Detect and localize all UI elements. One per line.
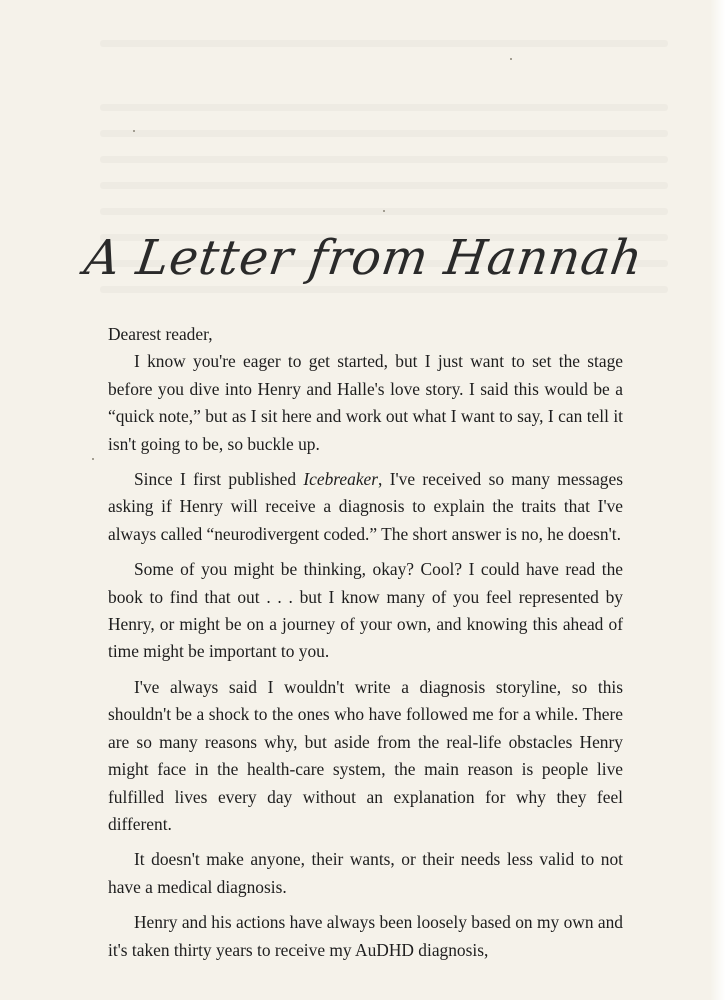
bleed-through-line: [100, 40, 668, 47]
page-edge: [710, 0, 728, 1000]
paper-speck: [510, 58, 512, 60]
letter-body: [108, 321, 623, 964]
paragraph-5: It doesn't make anyone, their wants, or their needs less valid to not have a medical diagnosis.: [108, 849, 623, 897]
paragraph-6: Henry and his actions have always been loosely based on my own and it's taken thirty years to receive my AuDHD diagnosis,: [108, 912, 623, 960]
paragraph-2-rest: , I've received so many messages asking if Henry will receive a diagnosis to explain the traits that I've always called “neurodivergent coded.” The short answer is no, he doesn't.: [108, 469, 623, 544]
chapter-title-block: [0, 208, 728, 308]
paragraph-4: I've always said I wouldn't write a diagnosis storyline, so this shouldn't be a shock to the ones who have followed me for a while. There are so many reasons why, but aside from the real-life obstacles Henry might face in the health-care system, the main reason is people live fulfilled lives every day without an explanation for why they feel different.: [108, 676, 623, 834]
chapter-title: A Letter from Hannah: [81, 230, 647, 286]
salutation: Dearest reader,: [108, 324, 213, 344]
bleed-through-line: [100, 130, 668, 137]
paragraph-1: I know you're eager to get started, but I just want to set the stage before you dive into Henry and Halle's love story. I said this would be a “quick note,” but as I sit here and work out what I want to say, I can tell it isn't going to be, so buckle up.: [108, 351, 623, 454]
paragraph-2: [108, 466, 623, 548]
bleed-through-line: [100, 104, 668, 111]
paper-speck: [133, 130, 135, 132]
book-title-icebreaker: Icebreaker: [303, 469, 379, 490]
paper-speck: [92, 458, 94, 460]
paragraph-2-start: Since I first published: [134, 469, 304, 490]
paragraph-3: Some of you might be thinking, okay? Cool? I could have read the book to find that out . . . but I know many of you feel represented by Henry, or might be on a journey of your own, and knowing this ahead of time might be important to you.: [108, 559, 623, 662]
bleed-through-line: [100, 182, 668, 189]
bleed-through-line: [100, 156, 668, 163]
